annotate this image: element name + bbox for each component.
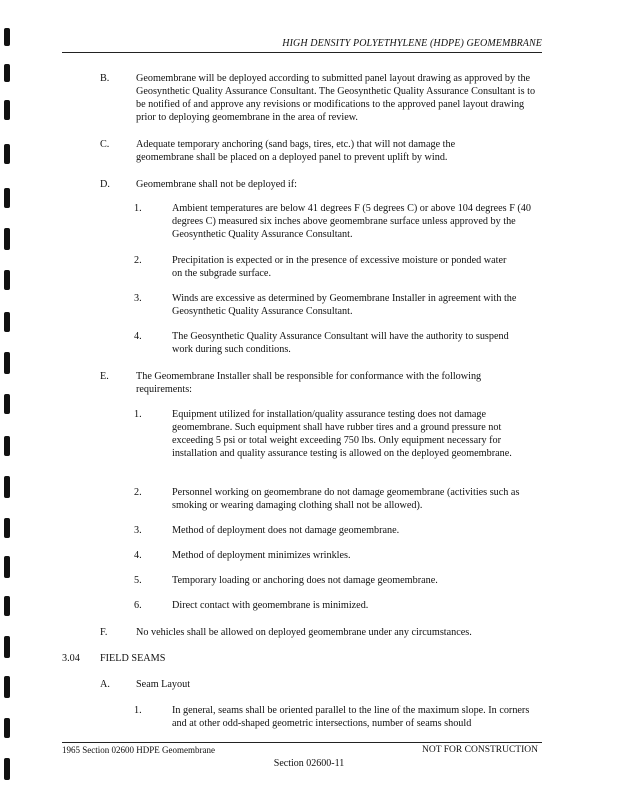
binder-hole-mark bbox=[4, 718, 10, 738]
subitem-label-e5: 5. bbox=[134, 575, 142, 586]
binder-hole-mark bbox=[4, 556, 10, 578]
binder-hole-mark bbox=[4, 596, 10, 616]
section-a1-label: 1. bbox=[134, 705, 142, 716]
section-a-label: A. bbox=[100, 679, 110, 690]
item-label-e: E. bbox=[100, 371, 109, 382]
binder-hole-mark bbox=[4, 64, 10, 82]
item-label-b: B. bbox=[100, 73, 110, 84]
binder-hole-mark bbox=[4, 394, 10, 414]
subitem-label-e4: 4. bbox=[134, 550, 142, 561]
item-label-c: C. bbox=[100, 139, 110, 150]
binder-hole-mark bbox=[4, 270, 10, 290]
subitem-text-e2: Personnel working on geomembrane do not damage geomembrane (activities such as smoking or wearing damaging clothing shall not be allowed). bbox=[172, 487, 520, 511]
item-text-c: Adequate temporary anchoring (sand bags, tires, etc.) that will not damage the geomembrane shall be placed on a deployed panel to prevent uplift by wind. bbox=[136, 139, 456, 163]
subitem-label-d4: 4. bbox=[134, 331, 142, 342]
binder-hole-mark bbox=[4, 518, 10, 538]
subitem-label-e1: 1. bbox=[134, 409, 142, 420]
binder-hole-mark bbox=[4, 28, 10, 46]
item-text-e: The Geomembrane Installer shall be responsible for conformance with the following requirements: bbox=[136, 371, 482, 395]
item-text-f: No vehicles shall be allowed on deployed geomembrane under any circumstances. bbox=[136, 627, 472, 638]
binder-hole-mark bbox=[4, 144, 10, 164]
item-text-b: Geomembrane will be deployed according to submitted panel layout drawing as approved by the Geosynthetic Quality Assurance Consultant. The Geosynthetic Quality Assurance Consultant is to be notified of and approve any revisions or modifications to the approved panel layout drawing prior to deploying geomembrane in the area of review. bbox=[136, 73, 536, 123]
section-number: 3.04 bbox=[62, 653, 80, 664]
subitem-label-d1: 1. bbox=[134, 203, 142, 214]
item-label-f: F. bbox=[100, 627, 108, 638]
binder-hole-mark bbox=[4, 188, 10, 208]
page-number: Section 02600-11 bbox=[273, 758, 345, 769]
subitem-label-e3: 3. bbox=[134, 525, 142, 536]
subitem-text-e5: Temporary loading or anchoring does not damage geomembrane. bbox=[172, 575, 438, 586]
running-header: HIGH DENSITY POLYETHYLENE (HDPE) GEOMEMBRANE bbox=[282, 38, 542, 49]
footer-rule bbox=[62, 742, 542, 743]
subitem-text-e4: Method of deployment minimizes wrinkles. bbox=[172, 550, 351, 561]
section-a-text: Seam Layout bbox=[136, 679, 191, 690]
subitem-label-e6: 6. bbox=[134, 600, 142, 611]
item-text-d: Geomembrane shall not be deployed if: bbox=[136, 179, 297, 190]
subitem-text-d2: Precipitation is expected or in the presence of excessive moisture or ponded water on the subgrade surface. bbox=[172, 255, 507, 279]
binder-hole-mark bbox=[4, 676, 10, 698]
subitem-text-d4: The Geosynthetic Quality Assurance Consultant will have the authority to suspend work during such conditions. bbox=[172, 331, 509, 355]
footer-left: 1965 Section 02600 HDPE Geomembrane bbox=[62, 745, 215, 755]
binder-hole-mark bbox=[4, 636, 10, 658]
section-a1-text: In general, seams shall be oriented parallel to the line of the maximum slope. In corners and at other odd-shaped geometric intersections, number of seams should bbox=[172, 705, 530, 729]
header-rule bbox=[62, 52, 542, 53]
section-title: FIELD SEAMS bbox=[100, 653, 166, 664]
binder-hole-mark bbox=[4, 100, 10, 120]
subitem-text-e3: Method of deployment does not damage geomembrane. bbox=[172, 525, 400, 536]
subitem-text-e1: Equipment utilized for installation/quality assurance testing does not damage geomembrane. Such equipment shall have rubber tires and a ground pressure not exceeding 5 psi or total weight exceeding 750 lbs. Only equipment necessary for installation and quality assurance testing is allowed on the deployed geomembrane. bbox=[172, 409, 512, 459]
subitem-label-e2: 2. bbox=[134, 487, 142, 498]
subitem-label-d2: 2. bbox=[134, 255, 142, 266]
binder-hole-mark bbox=[4, 476, 10, 498]
subitem-text-d1: Ambient temperatures are below 41 degrees F (5 degrees C) or above 104 degrees F (40 degrees C) measured six inches above geomembrane surface unless approved by the Geosynthetic Quality Assurance Consultant. bbox=[172, 203, 531, 240]
subitem-label-d3: 3. bbox=[134, 293, 142, 304]
item-label-d: D. bbox=[100, 179, 110, 190]
subitem-text-e6: Direct contact with geomembrane is minimized. bbox=[172, 600, 369, 611]
subitem-text-d3: Winds are excessive as determined by Geomembrane Installer in agreement with the Geosynthetic Quality Assurance Consultant. bbox=[172, 293, 517, 317]
binder-hole-mark bbox=[4, 312, 10, 332]
binder-hole-mark bbox=[4, 352, 10, 374]
binder-hole-mark bbox=[4, 436, 10, 456]
binder-hole-mark bbox=[4, 228, 10, 250]
footer-right: NOT FOR CONSTRUCTION bbox=[422, 745, 538, 755]
